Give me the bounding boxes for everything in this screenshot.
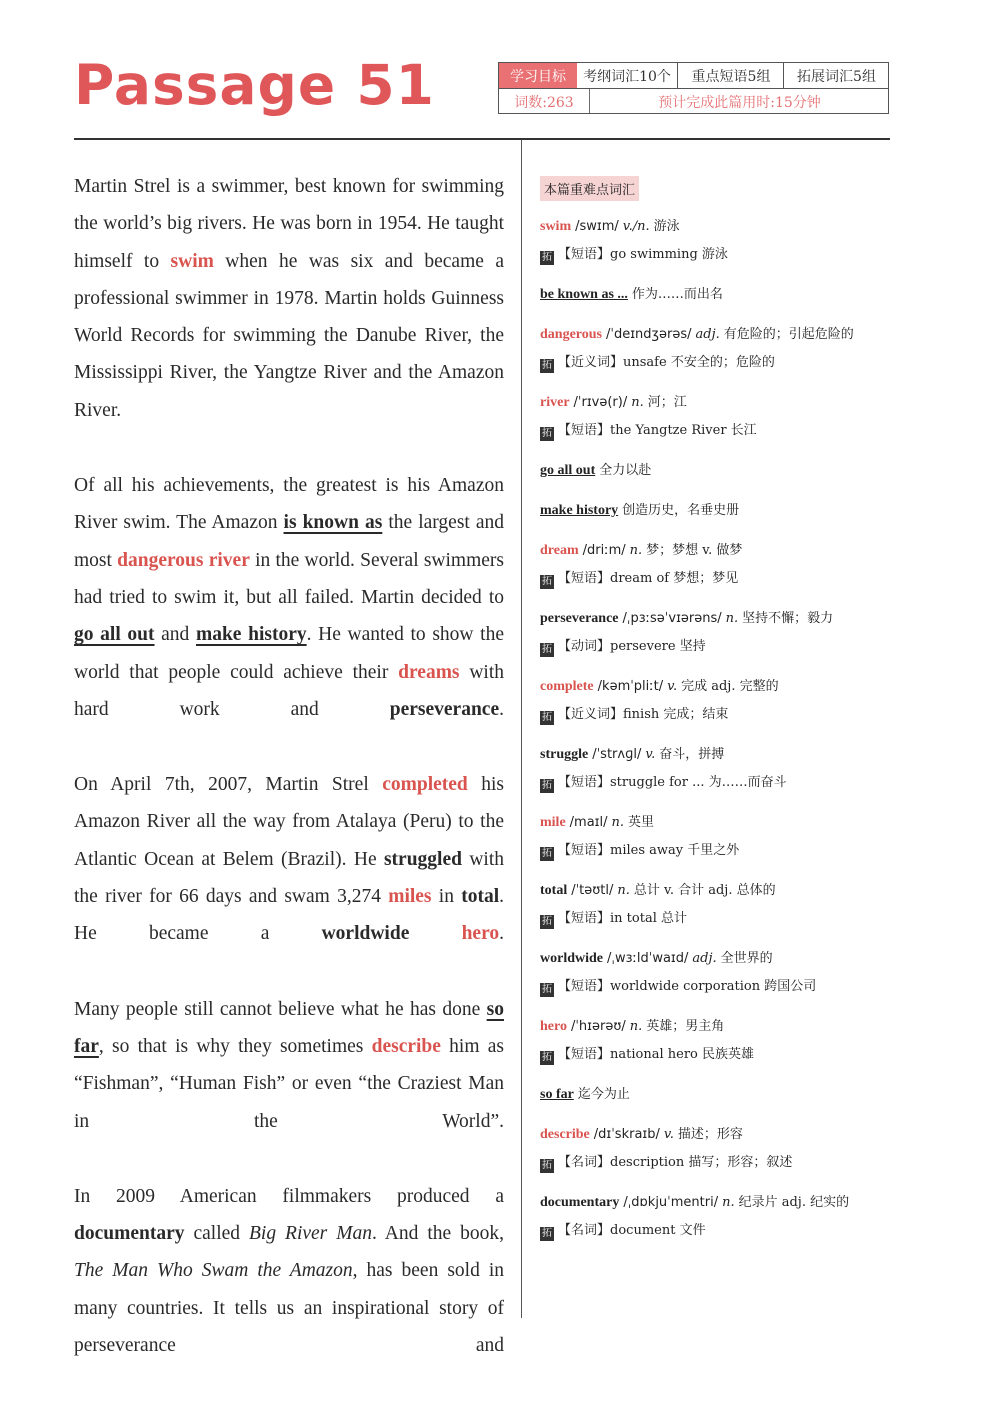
vocab-word: so far <box>540 1087 574 1102</box>
vocab-headline <box>540 677 900 697</box>
vocab-entry <box>540 461 900 481</box>
vocab-entry <box>540 285 900 305</box>
extension-text: finish 完成；结束 <box>623 707 729 722</box>
header-divider <box>74 138 890 140</box>
text: in <box>431 886 462 908</box>
vocab-entry <box>540 881 900 929</box>
vocab-phonetic: /maɪl/ <box>569 815 608 830</box>
goals-label: 学习目标 <box>499 63 577 88</box>
vocab-definition: 有危险的；引起危险的 <box>723 327 854 342</box>
vocab-word: go all out <box>540 463 596 478</box>
extension-icon: 拓 <box>542 712 552 723</box>
vocab-word: make history <box>540 503 619 518</box>
extension-text: struggle for ... 为……而奋斗 <box>610 775 787 790</box>
highlight-word: dangerous <box>117 549 204 571</box>
extension-icon: 拓 <box>542 428 552 439</box>
vocab-phonetic: /ˈdeɪndʒərəs/ <box>605 327 692 342</box>
vocab-headline <box>540 881 900 901</box>
vocab-headline <box>540 1193 900 1213</box>
text: and <box>154 624 196 646</box>
paragraph-1 <box>74 168 504 429</box>
vocab-extension <box>540 841 900 861</box>
vocab-pos: n. <box>722 1195 735 1210</box>
bold-word: documentary <box>74 1223 185 1245</box>
vocab-pos: n. <box>629 1019 643 1034</box>
text: . He became a <box>74 886 504 945</box>
paragraph-2 <box>74 467 504 728</box>
vocab-entry <box>540 813 900 861</box>
vocab-extension <box>540 637 900 657</box>
vocab-extension <box>540 353 900 373</box>
extension-label: 【近义词】 <box>558 707 624 722</box>
vocab-entry <box>540 1193 900 1241</box>
text: , so that is why they sometimes <box>98 1035 372 1057</box>
vocab-definition: 纪录片 adj. 纪实的 <box>738 1195 850 1210</box>
vocab-phonetic: /ˈhɪərəʊ/ <box>570 1019 626 1034</box>
vocab-entry <box>540 1085 900 1105</box>
vocab-phonetic: /kəmˈpliːt/ <box>597 679 664 694</box>
vocab-headline <box>540 285 900 305</box>
vocab-extension <box>540 909 900 929</box>
vocab-entry <box>540 325 900 373</box>
vocab-headline <box>540 325 900 345</box>
vocab-phonetic: /swɪm/ <box>575 219 619 234</box>
extension-icon: 拓 <box>542 252 552 263</box>
key-phrase: is known as <box>283 512 383 534</box>
highlight-word: miles <box>388 886 432 908</box>
vocab-extension <box>540 1221 900 1241</box>
text: . And the book, <box>372 1223 504 1245</box>
key-phrase: so far <box>74 998 504 1057</box>
text: . <box>499 698 504 720</box>
extension-label: 【短语】 <box>558 423 611 438</box>
vocab-word: swim <box>540 219 572 234</box>
vocab-headline <box>540 393 900 413</box>
extension-label: 【名词】 <box>558 1223 611 1238</box>
vocab-list <box>540 217 900 1241</box>
vocab-pos: adj. <box>695 327 720 342</box>
vocab-definition: 英雄；男主角 <box>646 1019 725 1034</box>
vocab-definition: 完成 adj. 完整的 <box>681 679 779 694</box>
vocab-extension <box>540 421 900 441</box>
extension-label: 【短语】 <box>558 247 611 262</box>
text: with the river for 66 days and swam 3,274 <box>74 848 504 908</box>
film-title: Big River Man <box>249 1223 372 1245</box>
vocab-extension <box>540 705 900 725</box>
text: the largest and most <box>74 512 505 571</box>
extension-text: unsafe 不安全的；危险的 <box>623 355 775 370</box>
vocab-headline <box>540 813 900 833</box>
bold-word: worldwide <box>321 923 410 945</box>
text: On April 7th, 2007, Martin Strel <box>74 774 383 796</box>
goals-word-count: 词数:263 <box>514 94 574 111</box>
vocab-word: dream <box>540 543 579 558</box>
extension-text: dream of 梦想；梦见 <box>610 571 739 586</box>
extension-text: description 描写；形容；叙述 <box>610 1155 793 1170</box>
vocab-phonetic: /ˈtəʊtl/ <box>571 883 614 898</box>
goals-ext: 拓展词汇5组 <box>783 63 889 88</box>
vocab-pos: v./n. <box>622 219 650 234</box>
vocab-word: worldwide <box>540 951 603 966</box>
vocab-definition: 奋斗，拼搏 <box>659 747 725 762</box>
vocab-pos: adj. <box>692 951 717 966</box>
vocab-definition: 游泳 <box>653 219 680 234</box>
vocab-entry <box>540 217 900 265</box>
vocab-word: perseverance <box>540 611 619 626</box>
vocab-headline <box>540 1085 900 1105</box>
vocab-headline <box>540 541 900 561</box>
book-title: The Man Who Swam the Amazon <box>74 1260 353 1282</box>
highlight-word: dreams <box>398 661 460 683</box>
page-title: Passage 51 <box>74 53 435 117</box>
vocab-headline <box>540 461 900 481</box>
vocab-word: documentary <box>540 1195 620 1210</box>
paragraph-3 <box>74 766 504 952</box>
vocab-definition: 迄今为止 <box>577 1087 630 1102</box>
extension-icon: 拓 <box>542 1160 552 1171</box>
vocab-panel <box>540 176 900 1261</box>
text: . <box>499 923 504 945</box>
extension-icon: 拓 <box>542 916 552 927</box>
vocab-phonetic: /ˌdɒkjuˈmentri/ <box>623 1195 719 1210</box>
text <box>409 923 461 944</box>
vocab-extension <box>540 977 900 997</box>
goals-phrases: 重点短语5组 <box>677 63 784 88</box>
extension-text: document 文件 <box>610 1223 706 1238</box>
vocab-word: struggle <box>540 747 589 762</box>
extension-text: worldwide corporation 跨国公司 <box>610 979 817 994</box>
goals-words: 考纲词汇10个 <box>583 68 671 85</box>
vocab-pos: v. <box>667 679 678 694</box>
vocab-definition: 创造历史，名垂史册 <box>622 503 740 518</box>
vocab-pos: n. <box>611 815 625 830</box>
vocab-pos: v. <box>663 1127 674 1142</box>
vocab-headline <box>540 1017 900 1037</box>
vocab-entry <box>540 609 900 657</box>
vocab-pos: n. <box>631 395 644 410</box>
vocab-word: be known as ... <box>540 287 628 302</box>
goals-time: 预计完成此篇用时:15分钟 <box>589 89 889 114</box>
vocab-extension <box>540 1153 900 1173</box>
extension-text: miles away 千里之外 <box>610 843 740 858</box>
column-divider <box>521 140 522 1318</box>
highlight-word: completed <box>382 774 468 796</box>
vocab-phonetic: /ˈstrʌɡl/ <box>592 747 642 762</box>
vocab-phonetic: /ˌwɜːldˈwaɪd/ <box>607 951 689 966</box>
vocab-entry <box>540 1017 900 1065</box>
vocab-entry <box>540 677 900 725</box>
vocab-headline <box>540 745 900 765</box>
vocab-definition: 作为……而出名 <box>631 287 723 302</box>
vocab-phonetic: /ˈrɪvə(r)/ <box>573 395 628 410</box>
extension-label: 【名词】 <box>558 1155 611 1170</box>
highlight-word: describe <box>371 1035 441 1057</box>
extension-label: 【短语】 <box>558 1047 611 1062</box>
extension-label: 【短语】 <box>558 843 611 858</box>
text: in the world. Several swimmers had tried to swim it, but all failed. Martin decided to <box>74 549 504 608</box>
extension-text: in total 总计 <box>610 911 687 926</box>
goals-row-1 <box>499 63 888 89</box>
vocab-word: hero <box>540 1019 567 1034</box>
extension-icon: 拓 <box>542 780 552 791</box>
extension-icon: 拓 <box>542 644 552 655</box>
vocab-definition: 英里 <box>628 815 655 830</box>
vocab-entry <box>540 1125 900 1173</box>
highlight-word: river <box>208 549 250 571</box>
extension-label: 【近义词】 <box>558 355 624 370</box>
vocab-word: dangerous <box>540 327 602 342</box>
extension-icon: 拓 <box>542 360 552 371</box>
extension-text: go swimming 游泳 <box>610 247 728 262</box>
vocab-definition: 坚持不懈；毅力 <box>742 611 834 626</box>
vocab-pos: v. <box>645 747 656 762</box>
highlight-word: hero <box>461 923 500 945</box>
text: when he was six and became a professional swimmer in 1978. Martin holds Guinness World Records for swimming the Danube River, the Mississippi River, the Yangtze River and the Amazon River. <box>74 250 504 421</box>
vocab-headline <box>540 501 900 521</box>
vocab-extension <box>540 773 900 793</box>
bold-word: perseverance <box>389 698 500 720</box>
extension-icon: 拓 <box>542 848 552 859</box>
vocab-entry <box>540 393 900 441</box>
text: Martin Strel is a swimmer, best known for swimming the world’s big rivers. He was born in 1954. He taught himself to <box>74 176 504 272</box>
key-phrase: make history <box>195 624 307 646</box>
vocab-definition: 全力以赴 <box>599 463 652 478</box>
vocab-headline <box>540 949 900 969</box>
extension-label: 【短语】 <box>558 571 611 586</box>
vocab-extension <box>540 1045 900 1065</box>
extension-icon: 拓 <box>542 984 552 995</box>
vocab-phonetic: /dɪˈskraɪb/ <box>593 1127 660 1142</box>
text: called <box>184 1223 249 1245</box>
vocab-headline <box>540 1125 900 1145</box>
text: Of all his achievements, the greatest is his Amazon River swim. The Amazon <box>74 475 504 534</box>
bold-word: total <box>461 886 500 908</box>
vocab-extension <box>540 245 900 265</box>
vocab-pos: n. <box>617 883 630 898</box>
passage-text <box>74 168 504 1402</box>
vocab-headline <box>540 609 900 629</box>
text: him as “Fishman”, “Human Fish” or even “the Craziest Man in the World”. <box>74 1035 504 1132</box>
extension-icon: 拓 <box>542 1052 552 1063</box>
vocab-definition: 梦；梦想 v. 做梦 <box>646 543 743 558</box>
vocab-word: mile <box>540 815 566 830</box>
text: Many people still cannot believe what he has done <box>74 998 487 1020</box>
extension-text: national hero 民族英雄 <box>610 1047 754 1062</box>
vocab-phonetic: /driːm/ <box>582 543 626 558</box>
vocab-extension <box>540 569 900 589</box>
study-goals-table <box>498 62 889 114</box>
text: , has been sold in many countries. It tells us an inspirational story of perseverance and <box>74 1260 504 1357</box>
vocab-entry <box>540 745 900 793</box>
vocab-entry <box>540 541 900 589</box>
goals-row-2 <box>499 89 888 114</box>
vocab-entry <box>540 949 900 997</box>
key-phrase: go all out <box>74 624 155 646</box>
vocab-header: 本篇重难点词汇 <box>540 176 639 201</box>
vocab-entry <box>540 501 900 521</box>
text: . He wanted to show the world that people could achieve their <box>74 624 504 683</box>
vocab-definition: 全世界的 <box>720 951 773 966</box>
paragraph-5 <box>74 1178 504 1364</box>
extension-label: 【短语】 <box>558 979 611 994</box>
extension-label: 【动词】 <box>558 639 611 654</box>
vocab-pos: n. <box>629 543 643 558</box>
extension-label: 【短语】 <box>558 911 611 926</box>
vocab-word: complete <box>540 679 594 694</box>
vocab-word: river <box>540 395 570 410</box>
vocab-headline <box>540 217 900 237</box>
extension-text: persevere 坚持 <box>610 639 706 654</box>
bold-word: struggled <box>383 848 462 870</box>
text: his Amazon River all the way from Atalaya (Peru) to the Atlantic Ocean at Belem (Brazil). He <box>74 774 504 870</box>
vocab-definition: 总计 v. 合计 adj. 总体的 <box>633 883 776 898</box>
extension-icon: 拓 <box>542 1228 552 1239</box>
paragraph-4 <box>74 991 504 1140</box>
extension-icon: 拓 <box>542 576 552 587</box>
vocab-word: describe <box>540 1127 590 1142</box>
vocab-definition: 描述；形容 <box>677 1127 743 1142</box>
vocab-pos: n. <box>725 611 739 626</box>
text: In 2009 American filmmakers produced a <box>74 1185 504 1207</box>
vocab-phonetic: /ˌpɜːsəˈvɪərəns/ <box>622 611 722 626</box>
extension-text: the Yangtze River 长江 <box>610 423 757 438</box>
text: with hard work and <box>74 661 505 720</box>
vocab-word: total <box>540 883 568 898</box>
extension-label: 【短语】 <box>558 775 611 790</box>
vocab-definition: 河；江 <box>647 395 687 410</box>
highlight-word: swim <box>170 250 214 272</box>
